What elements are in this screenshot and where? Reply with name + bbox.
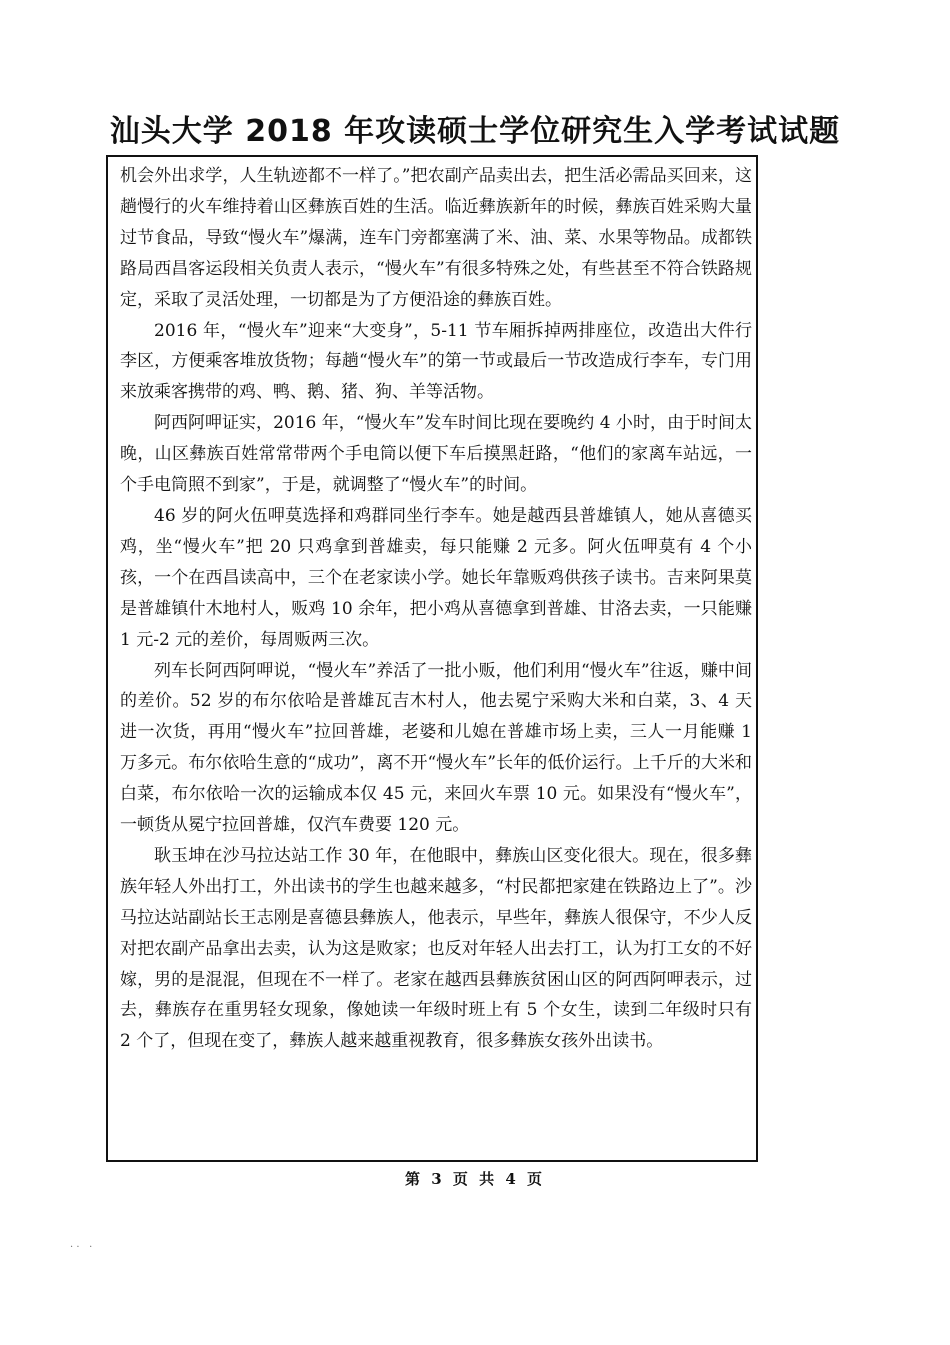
paragraph-1: 机会外出求学，人生轨迹都不一样了。”把农副产品卖出去，把生活必需品买回来，这趟慢行的火车维持着山区彝族百姓的生活。临近彝族新年的时候，彝族百姓采购大量过节食品，导致“慢火车”爆满，连车门旁都塞满了米、油、菜、水果等物品。成都铁路局西昌客运段相关负责人表示，“慢火车”有很多特殊之处，有些甚至不符合铁路规定，采取了灵活处理，一切都是为了方便沿途的彝族百姓。 (120, 166, 752, 310)
exam-title: 汕头大学 2018 年攻读硕士学位研究生入学考试试题 (109, 114, 841, 149)
paragraph-6: 耿玉坤在沙马拉达站工作 30 年，在他眼中，彝族山区变化很大。现在，很多彝族年轻人外出打工，外出读书的学生也越来越多，“村民都把家建在铁路边上了”。沙马拉达站副站长王志刚是喜德县彝族人，他表示，早些年，彝族人很保守，不少人反对把农副产品拿出去卖，认为这是败家；也反对年轻人出去打工，认为打工女的不好嫁，男的是混混，但现在不一样了。老家在越西县彝族贫困山区的阿西阿呷表示，过去，彝族存在重男轻女现象，像她读一年级时班上有 5 个女生，读到二年级时只有 2 个了，但现在变了，彝族人越来越重视教育，很多彝族女孩外出读书。 (120, 845, 752, 1052)
paragraph-3: 阿西阿呷证实，2016 年，“慢火车”发车时间比现在要晚约 4 小时，由于时间太晚，山区彝族百姓常常带两个手电筒以便下车后摸黑赶路，“他们的家离车站远，一个手电筒照不到家”，于是，就调整了“慢火车”的时间。 (120, 413, 752, 496)
paragraph-5: 列车长阿西阿呷说，“慢火车”养活了一批小贩，他们利用“慢火车”往返，赚中间的差价。52 岁的布尔依哈是普雄瓦吉木村人，他去冕宁采购大米和白菜，3、4 天进一次货，再用“慢火车”拉回普雄，老婆和儿媳在普雄市场上卖，三人一月能赚 1 万多元。布尔依哈生意的“成功”，离不开“慢火车”长年的低价运行。上千斤的大米和白菜，布尔依哈一次的运输成本仅 45 元，来回火车票 10 元。如果没有“慢火车”，一顿货从冕宁拉回普雄，仅汽车费要 120 元。 (120, 660, 752, 836)
paragraph-4: 46 岁的阿火伍呷莫选择和鸡群同坐行李车。她是越西县普雄镇人，她从喜德买鸡，坐“慢火车”把 20 只鸡拿到普雄卖，每只能赚 2 元多。阿火伍呷莫有 4 个小孩，一个在西昌读高中，三个在老家读小学。她长年靠贩鸡供孩子读书。吉来阿果莫是普雄镇什木地村人，贩鸡 10 余年，把小鸡从喜德拿到普雄、甘洛去卖，一只能赚 1 元-2 元的差价，每周贩两三次。 (120, 505, 752, 650)
paragraph-2: 2016 年，“慢火车”迎来“大变身”，5-11 节车厢拆掉两排座位，改造出大件行李区，方便乘客堆放货物；每趟“慢火车”的第一节或最后一节改造成行李车，专门用来放乘客携带的鸡、鸭、鹅、猪、狗、羊等活物。 (120, 320, 752, 403)
text-frame (106, 155, 758, 1162)
scan-specks-decoration: · · · (70, 1242, 93, 1253)
page-number: 第 3 页 共 4 页 (405, 1170, 545, 1188)
